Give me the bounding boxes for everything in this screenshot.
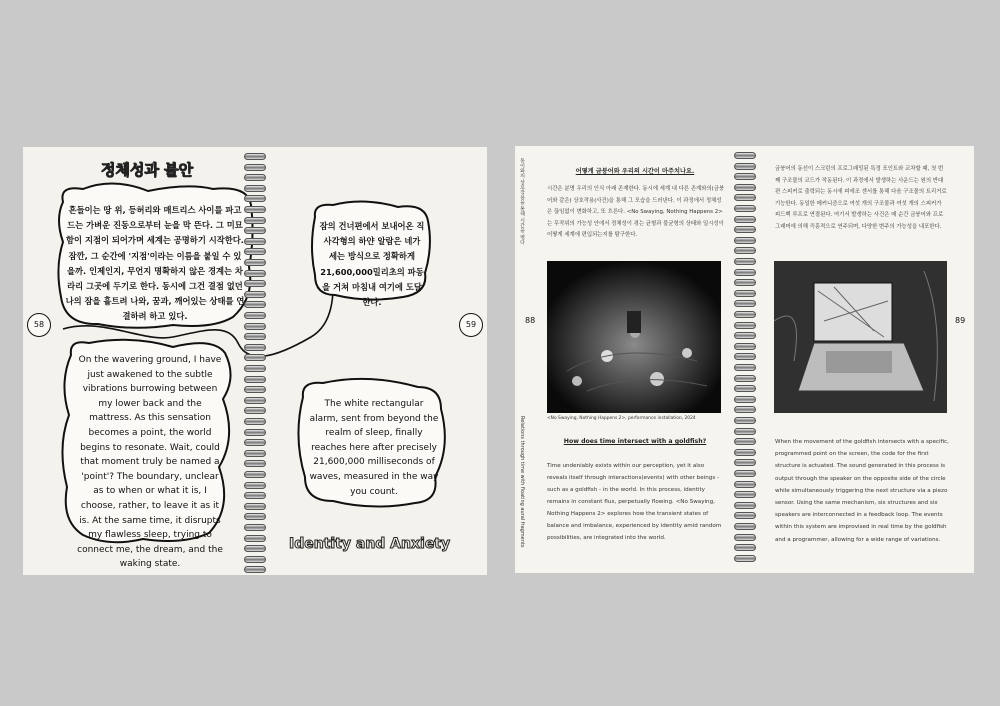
- heading-korean: 어떻게 금붕어와 우리의 시간이 마주치나요.: [575, 168, 695, 175]
- spiral-coil: [734, 311, 756, 318]
- spiral-coil: [734, 406, 756, 413]
- paragraph-korean-left: 시간은 분명 우리의 인식 아래 존재한다. 동시에 세계 내 다른 존재와의(금붕어와 같은) 상호작용(사건)을 통해 그 모습을 드러낸다. 이 과정에서 정체성은 끊임없이 변화하고, 또 흐른다. <No Swaying, Nothing Happens 2>는 무작위의 가능성 안에서 정체성이 겪는 균형과 불균형의 상태와 일시성이 어떻게 세계에 편입되는지를 탐구한다.: [547, 186, 725, 238]
- spiral-coil: [734, 364, 756, 371]
- spiral-coil: [244, 460, 266, 467]
- spiral-coil: [734, 300, 756, 307]
- spiral-coil: [244, 545, 266, 552]
- spiral-coil: [244, 280, 266, 287]
- spiral-coil: [244, 513, 266, 520]
- photo-caption: <No Swaying, Nothing Happens 2>, performance installation, 2024: [547, 416, 696, 421]
- spiral-coil: [734, 396, 756, 403]
- spiral-coil: [734, 269, 756, 276]
- spiral-coil: [244, 503, 266, 510]
- spiral-coil: [244, 153, 266, 160]
- spiral-coil: [734, 512, 756, 519]
- spiral-coil: [244, 195, 266, 202]
- spiral-coil: [734, 449, 756, 456]
- spiral-coil: [244, 376, 266, 383]
- spiral-coil: [244, 227, 266, 234]
- spiral-coil: [244, 492, 266, 499]
- spiral-coil: [734, 216, 756, 223]
- left-spread: [23, 147, 487, 575]
- spiral-coil: [244, 291, 266, 298]
- bubble-english-right: The white rectangular alarm, sent from beyond the realm of sleep, finally reaches here after precisely 21,600,000 milliseconds of waves, measured in the way you count.: [309, 399, 439, 497]
- spiral-coil: [734, 194, 756, 201]
- spiral-coil: [244, 164, 266, 171]
- spiral-coil: [244, 312, 266, 319]
- page-number-left: 88: [525, 316, 536, 325]
- spiral-coil: [734, 459, 756, 466]
- spiral-coil: [244, 354, 266, 361]
- spiral-binding-left: [244, 147, 266, 575]
- spiral-coil: [244, 535, 266, 542]
- spiral-coil: [734, 375, 756, 382]
- spiral-coil: [244, 259, 266, 266]
- spiral-binding-right: [734, 146, 756, 573]
- spiral-coil: [734, 343, 756, 350]
- spiral-coil: [244, 386, 266, 393]
- bubble-korean-right: 잠의 건너편에서 보내어온 직사각형의 하얀 알람은 네가 세는 방식으로 정확하게 21,600,000밀리초의 파동을 거쳐 마침내 여기에 도달한다.: [319, 221, 425, 308]
- spiral-coil: [734, 491, 756, 498]
- spiral-coil: [734, 544, 756, 551]
- side-title-english: Relations through time with floating aural fragments: [519, 416, 525, 548]
- spiral-coil: [244, 248, 266, 255]
- spiral-coil: [734, 322, 756, 329]
- spiral-coil: [244, 450, 266, 457]
- paragraph-english-left: Time undeniably exists within our perception, yet it also reveals itself through interactions(events) with other beings - such as a goldfish - in the world. In this process, identity remains in constant flux, perpetually flowing. <No Swaying, Nothing Happens 2> explores how the transient states of balance and imbalance, experienced by identity amid random possibilities, are integrated into the world.: [547, 463, 722, 541]
- spiral-coil: [244, 365, 266, 372]
- spiral-coil: [734, 173, 756, 180]
- side-title-korean: 동이와의 상호작용을 통해 시간을 엮다: [519, 158, 525, 245]
- spiral-coil: [734, 428, 756, 435]
- spiral-coil: [244, 418, 266, 425]
- paragraph-korean-right: 금붕어의 동선이 스크린의 프로그래밍된 특정 포인트와 교차할 때, 첫 번째 구조물의 코드가 작동된다. 이 과정에서 발생하는 사운드는 원의 반대편 스피커로 출력되는 동시에 피에조 센서를 통해 다음 구조물의 트리거로 기능한다. 동일한 메커니즘으로 여섯 개의 구조물과 여섯 개의 스피커가 피드백 루프로 연결된다. 여기서 발생하는 사건은 매 순간 금붕어와 프로그래머에 의해 즉흥적으로 연주되며, 다양한 변주의 가능성을 내포한다.: [775, 166, 947, 230]
- heading-english: How does time intersect with a goldfish?: [563, 438, 707, 445]
- spiral-coil: [734, 385, 756, 392]
- spiral-coil: [734, 279, 756, 286]
- spiral-coil: [734, 555, 756, 562]
- spiral-coil: [734, 237, 756, 244]
- spiral-coil: [734, 353, 756, 360]
- spiral-coil: [244, 397, 266, 404]
- spiral-coil: [734, 534, 756, 541]
- spiral-coil: [244, 524, 266, 531]
- spiral-coil: [244, 344, 266, 351]
- spiral-coil: [734, 205, 756, 212]
- spiral-coil: [244, 556, 266, 563]
- spiral-coil: [244, 174, 266, 181]
- spiral-coil: [244, 471, 266, 478]
- spiral-coil: [244, 566, 266, 573]
- spiral-coil: [244, 482, 266, 489]
- spiral-coil: [734, 481, 756, 488]
- spiral-coil: [244, 323, 266, 330]
- spiral-coil: [734, 417, 756, 424]
- title-english: Identity and Anxiety: [289, 536, 451, 552]
- spiral-coil: [734, 332, 756, 339]
- spiral-coil: [244, 407, 266, 414]
- spiral-coil: [244, 217, 266, 224]
- spiral-coil: [244, 270, 266, 277]
- spiral-coil: [244, 439, 266, 446]
- spiral-coil: [734, 184, 756, 191]
- spiral-coil: [734, 523, 756, 530]
- bubble-english-left: On the wavering ground, I have just awakened to the subtle vibrations burrowing between my lower back and the mattress. As this sensation becomes a point, the world begins to resonate. Wait, could that moment truly be named a 'point'? The boundary, unclear as to when or what it is, I choose, rather, to leave it as it is. At the same time, it disrupts my flawless sleep, trying to connect me, the dream, and the waking state.: [77, 355, 223, 570]
- spiral-coil: [244, 206, 266, 213]
- title-korean: 정체성과 불안: [101, 161, 194, 179]
- spiral-coil: [734, 152, 756, 159]
- spiral-coil: [734, 290, 756, 297]
- page-number-right: 59: [459, 313, 483, 337]
- spiral-coil: [244, 301, 266, 308]
- spiral-coil: [734, 163, 756, 170]
- spiral-coil: [734, 502, 756, 509]
- spiral-coil: [244, 429, 266, 436]
- spiral-coil: [734, 247, 756, 254]
- spiral-coil: [244, 238, 266, 245]
- spiral-coil: [734, 470, 756, 477]
- performance-photo: [547, 261, 721, 413]
- spiral-coil: [244, 333, 266, 340]
- right-spread: [515, 146, 974, 573]
- bubble-korean-left: 흔들이는 땅 위, 등허리와 매트리스 사이를 파고드는 가벼운 진동으로부터 눈을 막 뜬다. 그 미묘함이 지점이 되어가며 세계는 공명하기 시작한다. 잠깐, 그 순간에 '지점'이라는 이름을 붙일 수 있을까. 인제인지, 무언지 명확하지 않은 경계는 차라리 그곳에 두기로 한다. 동시에 그건 결점 없던 나의 잠을 흩트려 나와, 꿈과, 깨어있는 상태를 연결하려 하고 있다.: [65, 205, 245, 322]
- spiral-coil: [734, 226, 756, 233]
- page-number-right: 89: [955, 316, 966, 325]
- spiral-coil: [244, 185, 266, 192]
- spiral-coil: [734, 258, 756, 265]
- page-number-left: 58: [27, 313, 51, 337]
- paragraph-english-right: When the movement of the goldfish intersects with a specific, programmed point on the screen, the code for the first structure is actuated. The sound generated in this process is output through the speaker on the opposite side of the circle while simultaneously triggering the next structure via a piezo sensor. Using the same mechanism, six structures and six speakers are interconnected in a feedback loop. The events within this system are improvised in real time by the goldfish and a programmer, allowing for a wide range of variations.: [775, 439, 949, 543]
- laptop-photo: [774, 261, 947, 413]
- spiral-coil: [734, 438, 756, 445]
